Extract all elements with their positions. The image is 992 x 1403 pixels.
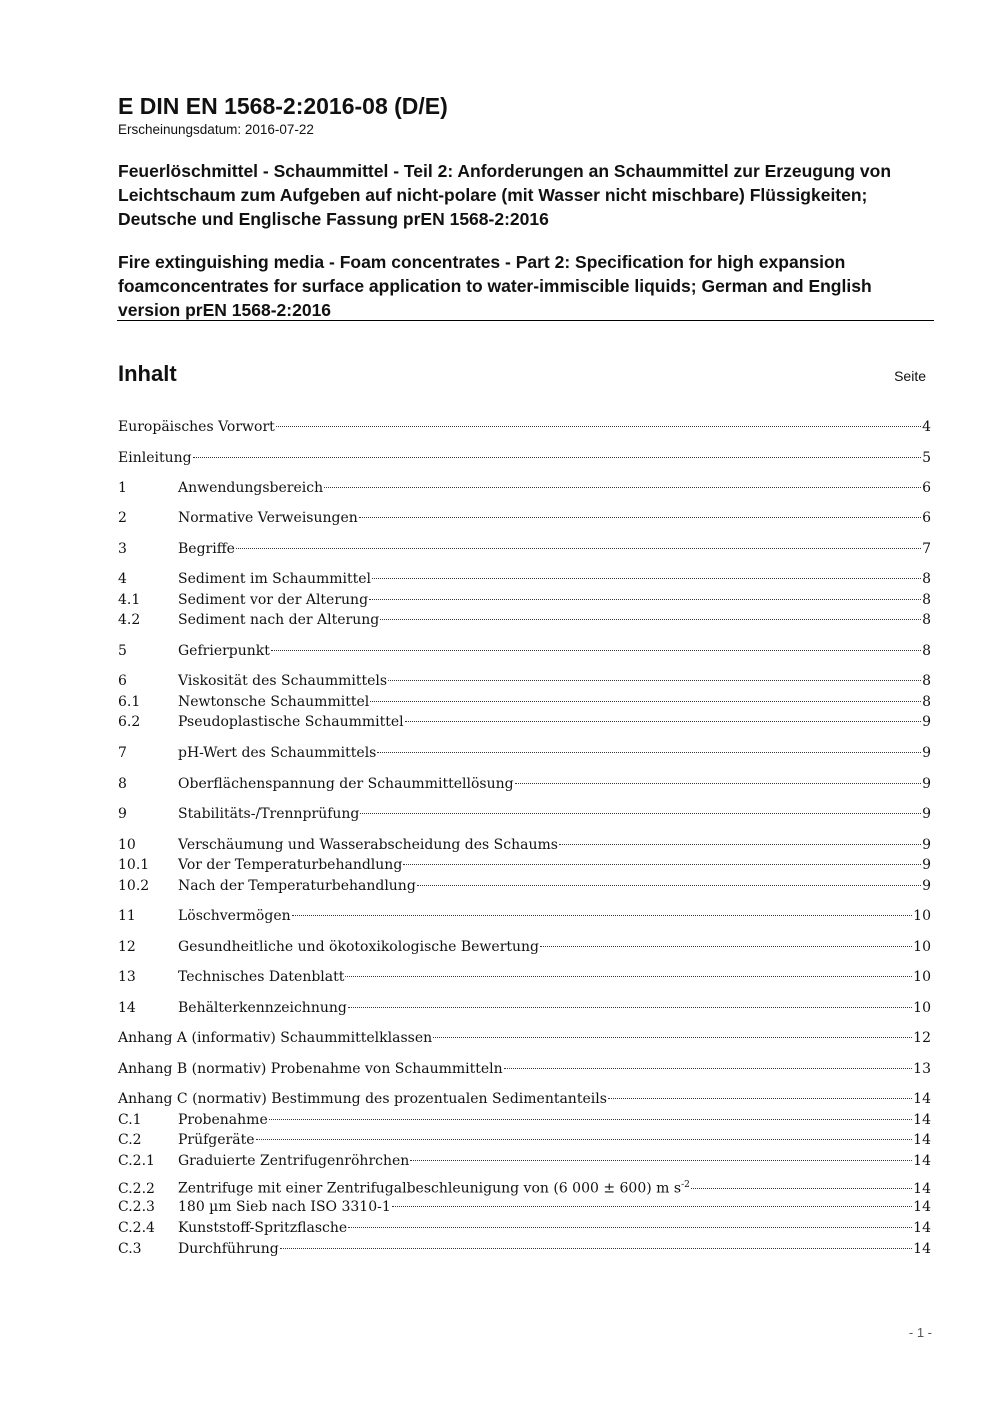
toc-dot-leader: [392, 1206, 912, 1207]
toc-entry-title-text: Vor der Temperaturbehandlung: [178, 857, 403, 873]
toc-entry-number: C.3: [118, 1241, 142, 1257]
toc-entry-title: [118, 417, 275, 437]
toc-entry-title: [178, 937, 539, 957]
toc-entry-page: 14: [913, 1241, 931, 1257]
toc-entry-page: 9: [922, 878, 931, 894]
toc-entry-title: [178, 712, 404, 732]
toc-entry-title-text: Probenahme: [178, 1112, 268, 1128]
toc-entry[interactable]: [118, 1239, 931, 1259]
toc-entry-title: [118, 1059, 503, 1079]
toc-entry-title: [178, 569, 371, 589]
toc-dot-leader: [256, 1139, 913, 1140]
toc-dot-leader: [372, 578, 921, 579]
toc-entry[interactable]: [118, 508, 931, 528]
toc-entry-title-text: Löschvermögen: [178, 908, 291, 924]
toc-entry[interactable]: [118, 641, 931, 661]
toc-entry[interactable]: [118, 590, 931, 610]
toc-entry-page: 13: [913, 1061, 931, 1077]
toc-entry[interactable]: [118, 1175, 931, 1195]
toc-entry-number: 12: [118, 939, 136, 955]
toc-entry-title: [178, 1218, 347, 1238]
toc-entry-number: C.1: [118, 1112, 142, 1128]
toc-dot-leader: [377, 752, 921, 753]
toc-entry-page: 5: [922, 450, 931, 466]
toc-dot-leader: [417, 885, 921, 886]
toc-entry[interactable]: [118, 417, 931, 437]
toc-entry-number: C.2.3: [118, 1199, 155, 1215]
toc-entry-title-text: Anhang C (normativ) Bestimmung des prozentualen Sedimentanteils: [118, 1091, 607, 1107]
toc-entry-page: 8: [922, 694, 931, 710]
toc-entry-number: C.2.2: [118, 1180, 155, 1197]
toc-entry[interactable]: [118, 1110, 931, 1130]
toc-entry-page: 9: [922, 776, 931, 792]
toc-entry-number: 3: [118, 541, 127, 557]
toc-entry-title-text: Normative Verweisungen: [178, 510, 358, 526]
toc-entry[interactable]: [118, 478, 931, 498]
toc-dot-leader: [559, 844, 921, 845]
toc-entry-page: 14: [913, 1199, 931, 1215]
toc-dot-leader: [324, 487, 921, 488]
toc-entry-title-text: Anhang A (informativ) Schaummittelklassen: [118, 1030, 433, 1046]
toc-entry-title: [178, 1197, 391, 1217]
toc-entry-number: 10.2: [118, 878, 150, 894]
toc-entry-title: [178, 539, 235, 559]
toc-entry-title-text: Viskosität des Schaummittels: [178, 673, 388, 689]
toc-entry[interactable]: [118, 1151, 931, 1171]
publication-date: Erscheinungsdatum: 2016-07-22: [118, 122, 314, 137]
toc-dot-leader: [345, 976, 912, 977]
toc-entry[interactable]: [118, 876, 931, 896]
title-german: Feuerlöschmittel - Schaummittel - Teil 2: Anforderungen an Schaummittel zur Erzeugung von Leichtschaum zum Aufgeben auf nicht-polare (mit Wasser nicht mischbare) Flüssigkeiten; Deutsche und Englische Fassung prEN 1568-2:2016: [118, 161, 892, 229]
toc-dot-leader: [388, 680, 921, 681]
toc-entry-title: [178, 967, 344, 987]
toc-entry-title: [178, 743, 376, 763]
toc-entry-number: C.2: [118, 1132, 142, 1148]
toc-dot-leader: [515, 783, 922, 784]
toc-entry-number: 6.2: [118, 714, 141, 730]
toc-entry[interactable]: [118, 1218, 931, 1238]
toc-dot-leader: [504, 1068, 913, 1069]
toc-dot-leader: [370, 701, 921, 702]
toc-entry-page: 9: [922, 837, 931, 853]
toc-entry-number: 13: [118, 969, 136, 985]
toc-entry[interactable]: [118, 1028, 931, 1048]
toc-entry-title: [178, 641, 270, 661]
toc-entry-title-text: Prüfgeräte: [178, 1132, 255, 1148]
toc-dot-leader: [410, 1160, 912, 1161]
toc-entry-number: 6: [118, 673, 127, 689]
toc-entry-title: [118, 448, 192, 468]
toc-entry-page: 9: [922, 857, 931, 873]
toc-entry-page: 14: [913, 1220, 931, 1236]
toc-entry-page: 12: [913, 1030, 931, 1046]
toc-entry-title-text: pH-Wert des Schaummittels: [178, 745, 377, 761]
toc-entry-number: C.2.4: [118, 1220, 155, 1236]
toc-entry[interactable]: [118, 569, 931, 589]
toc-entry-number: 8: [118, 776, 127, 792]
toc-entry-title-text: Zentrifuge mit einer Zentrifugalbeschleunigung von (6 000 ± 600) m s: [178, 1180, 682, 1197]
toc-entry-title-text: Oberflächenspannung der Schaummittellösung: [178, 776, 514, 792]
toc-entry-title-text: Nach der Temperaturbehandlung: [178, 878, 416, 894]
toc-entry-page: 9: [922, 714, 931, 730]
toc-entry[interactable]: [118, 906, 931, 926]
toc-entry-page: 8: [922, 612, 931, 628]
toc-dot-leader: [280, 1248, 912, 1249]
toc-entry[interactable]: [118, 610, 931, 630]
toc-entry-title-text: Newtonsche Schaummittel: [178, 694, 370, 710]
toc-entry[interactable]: [118, 774, 931, 794]
toc-entry-title-text: 180 µm Sieb nach ISO 3310-1: [178, 1199, 391, 1215]
toc-entry-title: [178, 1239, 279, 1259]
toc-dot-leader: [403, 864, 921, 865]
toc-entry-title-superscript: -2: [681, 1180, 690, 1190]
toc-entry-title-text: Kunststoff-Spritzflasche: [178, 1220, 348, 1236]
document-id: E DIN EN 1568-2:2016-08 (D/E): [118, 93, 448, 119]
toc-entry-title: [178, 855, 402, 875]
toc-entry-page: 10: [913, 939, 931, 955]
toc-entry-title: [178, 1175, 690, 1199]
toc-entry[interactable]: [118, 967, 931, 987]
toc-entry-title-text: Verschäumung und Wasserabscheidung des Schaums: [178, 837, 558, 853]
toc-entry-title: [178, 1110, 268, 1130]
toc-dot-leader: [691, 1188, 912, 1189]
toc-entry-page: 14: [913, 1153, 931, 1169]
title-english: Fire extinguishing media - Foam concentrates - Part 2: Specification for high expansion foamconcentrates for surface application to water-immiscible liquids; German and English version prEN 1568-2:2016: [118, 252, 872, 320]
toc-entry-title: [178, 610, 379, 630]
toc-entry-title: [178, 998, 347, 1018]
toc-entry-number: 1: [118, 480, 127, 496]
toc-entry[interactable]: [118, 692, 931, 712]
toc-dot-leader: [433, 1037, 912, 1038]
toc-entry-title: [178, 804, 359, 824]
toc-entry[interactable]: [118, 998, 931, 1018]
toc-dot-leader: [236, 548, 921, 549]
toc-entry-title-text: Begriffe: [178, 541, 235, 557]
toc-dot-leader: [269, 1119, 912, 1120]
toc-entry[interactable]: [118, 1059, 931, 1079]
toc-entry-title: [178, 671, 387, 691]
toc-entry-title-text: Behälterkennzeichnung: [178, 1000, 347, 1016]
toc-entry-page: 8: [922, 673, 931, 689]
toc-entry-title-text: Gefrierpunkt: [178, 643, 270, 659]
toc-entry[interactable]: [118, 804, 931, 824]
toc-entry-title-text: Stabilitäts-/Trennprüfung: [178, 806, 360, 822]
toc-entry[interactable]: [118, 1130, 931, 1150]
toc-entry[interactable]: [118, 671, 931, 691]
toc-entry-title: [178, 876, 416, 896]
toc-entry[interactable]: [118, 448, 931, 468]
toc-entry-title: [178, 692, 369, 712]
toc-entry-page: 14: [913, 1112, 931, 1128]
toc-entry-title-text: Sediment im Schaummittel: [178, 571, 372, 587]
toc-entry-title-text: Gesundheitliche und ökotoxikologische Bewertung: [178, 939, 540, 955]
toc-dot-leader: [276, 426, 921, 427]
toc-entry-title: [178, 835, 558, 855]
toc-entry-title: [178, 508, 358, 528]
toc-entry-title-text: Europäisches Vorwort: [118, 419, 275, 435]
toc-entry-title-text: Einleitung: [118, 450, 192, 466]
toc-entry-page: 8: [922, 643, 931, 659]
toc-entry-title-text: Anhang B (normativ) Probenahme von Schaummitteln: [118, 1061, 503, 1077]
toc-entry-number: 4: [118, 571, 127, 587]
toc-entry-number: C.2.1: [118, 1153, 155, 1169]
toc-entry-number: 5: [118, 643, 127, 659]
toc-entry-title: [178, 590, 368, 610]
toc-entry-number: 10: [118, 837, 136, 853]
contents-heading: Inhalt: [118, 361, 177, 386]
toc-entry-number: 14: [118, 1000, 136, 1016]
toc-entry-number: 7: [118, 745, 127, 761]
toc-entry-number: 2: [118, 510, 127, 526]
toc-entry-number: 4.2: [118, 612, 141, 628]
toc-dot-leader: [359, 517, 921, 518]
toc-entry-page: 10: [913, 1000, 931, 1016]
toc-entry-number: 11: [118, 908, 136, 924]
toc-dot-leader: [193, 457, 922, 458]
toc-entry-page: 4: [922, 419, 931, 435]
toc-entry-title: [118, 1089, 607, 1109]
toc-entry-number: 10.1: [118, 857, 150, 873]
toc-entry-page: 8: [922, 571, 931, 587]
toc-entry-page: 14: [913, 1132, 931, 1148]
toc-entry-title: [178, 1151, 409, 1171]
toc-entry-page: 6: [922, 510, 931, 526]
toc-entry-title-text: Sediment nach der Alterung: [178, 612, 380, 628]
footer-page-number: - 1 -: [908, 1325, 932, 1340]
toc-dot-leader: [348, 1227, 912, 1228]
toc-entry-title: [178, 906, 291, 926]
toc-entry-title-text: Durchführung: [178, 1241, 279, 1257]
toc-entry-page: 10: [913, 908, 931, 924]
toc-entry[interactable]: [118, 712, 931, 732]
toc-entry-page: 9: [922, 745, 931, 761]
toc-entry-title: [178, 1130, 255, 1150]
toc-dot-leader: [540, 946, 912, 947]
toc-entry-page: 10: [913, 969, 931, 985]
toc-dot-leader: [405, 721, 921, 722]
toc-entry-title-text: Sediment vor der Alterung: [178, 592, 369, 608]
toc-entry-page: 7: [922, 541, 931, 557]
toc-dot-leader: [360, 813, 921, 814]
toc-entry-page: 6: [922, 480, 931, 496]
toc-entry[interactable]: [118, 743, 931, 763]
toc-entry-title: [178, 774, 514, 794]
toc-dot-leader: [380, 619, 921, 620]
toc-entry-page: 8: [922, 592, 931, 608]
toc-entry-page: 14: [913, 1180, 931, 1197]
toc-dot-leader: [271, 650, 921, 651]
toc-dot-leader: [608, 1098, 912, 1099]
toc-entry-title-text: Pseudoplastische Schaummittel: [178, 714, 404, 730]
toc-entry[interactable]: [118, 855, 931, 875]
toc-entry[interactable]: [118, 539, 931, 559]
toc-entry-number: 9: [118, 806, 127, 822]
toc-entry[interactable]: [118, 1197, 931, 1217]
toc-dot-leader: [369, 599, 921, 600]
toc-entry[interactable]: [118, 835, 931, 855]
toc-entry[interactable]: [118, 937, 931, 957]
toc-dot-leader: [292, 915, 913, 916]
toc-entry-title: [178, 478, 323, 498]
page-column-label: Seite: [894, 368, 926, 384]
toc-entry[interactable]: [118, 1089, 931, 1109]
toc-entry-number: 4.1: [118, 592, 141, 608]
toc-entry-number: 6.1: [118, 694, 141, 710]
toc-entry-title: [118, 1028, 432, 1048]
toc-entry-title-text: Anwendungsbereich: [178, 480, 324, 496]
toc-dot-leader: [348, 1007, 912, 1008]
toc-entry-page: 9: [922, 806, 931, 822]
toc-entry-title-text: Technisches Datenblatt: [178, 969, 345, 985]
toc-entry-page: 14: [913, 1091, 931, 1107]
toc-entry-title-text: Graduierte Zentrifugenröhrchen: [178, 1153, 410, 1169]
